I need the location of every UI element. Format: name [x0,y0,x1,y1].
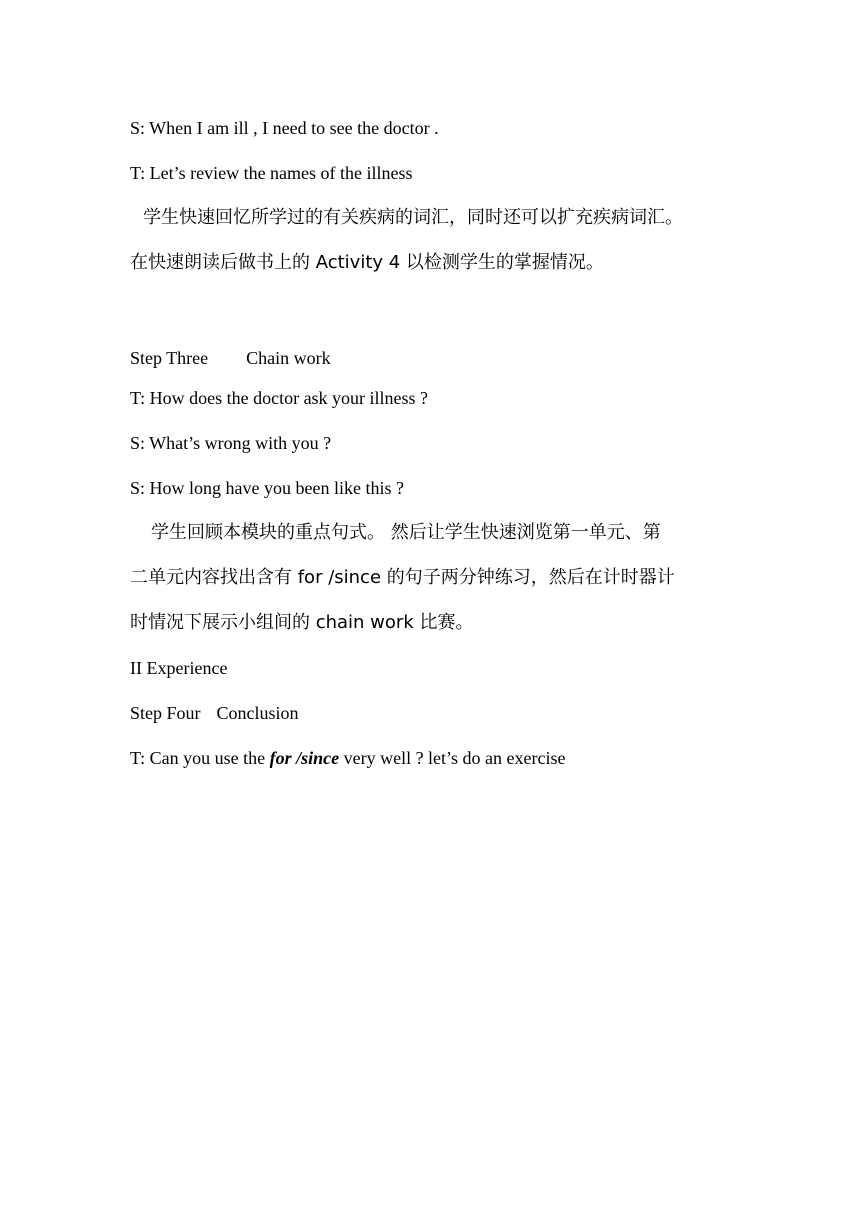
dialogue-line-teacher-review: T: Let’s review the names of the illness [130,163,413,183]
step-three-title: Chain work [246,348,331,368]
paragraph-chain-line1: 学生回顾本模块的重点句式。 然后让学生快速浏览第一单元、第 [151,522,661,543]
step-three-label: Step Three [130,348,209,368]
dialogue-line-student-wrong: S: What’s wrong with you ? [130,433,332,453]
dialogue-line-teacher-ask: T: How does the doctor ask your illness ? [130,388,429,408]
exercise-suffix: very well ? let’s do an exercise [339,748,566,768]
paragraph-review-line2: 在快速朗读后做书上的 Activity 4 以检测学生的掌握情况。 [130,252,604,273]
dialogue-line-student-ill: S: When I am ill , I need to see the doctor . [130,118,439,138]
exercise-prefix: T: Can you use the [130,748,270,768]
step-four-label: Step Four [130,703,201,723]
dialogue-line-teacher-exercise [130,747,566,769]
step-three-heading [130,347,331,369]
exercise-emphasis: for /since [269,748,340,768]
step-four-title: Conclusion [216,703,299,723]
paragraph-chain-line2: 二单元内容找出含有 for /since 的句子两分钟练习，然后在计时器计 [130,567,675,588]
section-experience-heading: II Experience [130,658,228,678]
paragraph-review-line1: 学生快速回忆所学过的有关疾病的词汇，同时还可以扩充疾病词汇。 [143,207,683,228]
paragraph-chain-line3: 时情况下展示小组间的 chain work 比赛。 [130,612,474,633]
step-four-heading [130,702,299,724]
dialogue-line-student-how-long: S: How long have you been like this ? [130,478,404,498]
